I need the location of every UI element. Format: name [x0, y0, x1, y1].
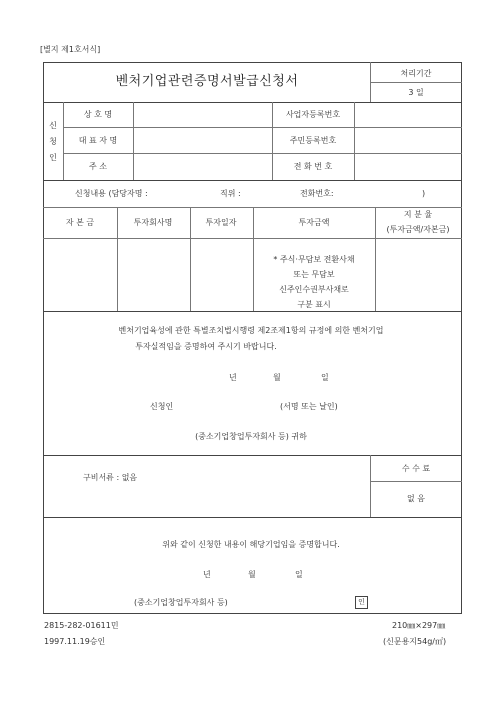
note-line-4: 구분 표시 — [297, 300, 331, 309]
applicant-sign-label: 신청인 — [150, 402, 174, 411]
business-reg-no-label: 사업자등록번호 — [285, 110, 341, 119]
footer-paper-size: 210㎜×297㎜ — [392, 621, 446, 630]
confirmation-statement: 위와 같이 신청한 내용이 해당기업임을 증명합니다. — [162, 540, 340, 549]
applicant-side-label-1: 신 — [49, 121, 57, 130]
representative-label: 대 표 자 명 — [78, 136, 118, 145]
business-reg-no-field[interactable] — [355, 103, 460, 127]
share-ratio-cell[interactable] — [376, 239, 460, 311]
capital-cell[interactable] — [44, 239, 117, 311]
applicant-sign-hint: (서명 또는 날인) — [280, 402, 338, 411]
seal-box — [355, 596, 368, 609]
address-label: 주 소 — [89, 162, 107, 171]
footer-paper-type: (신문용지54g/㎡) — [383, 637, 447, 646]
phone-label: 전 화 번 호 — [293, 162, 333, 171]
resident-reg-no-field[interactable] — [355, 128, 460, 153]
addressee: (중소기업창업투자회사 등) 귀하 — [195, 432, 307, 441]
fee-label: 수 수 료 — [401, 464, 431, 473]
date-year: 년 — [229, 373, 237, 382]
company-name-label: 상 호 명 — [83, 110, 113, 119]
date-month: 월 — [273, 373, 281, 382]
applicant-side-label-3: 인 — [49, 153, 57, 162]
note-line-2: 또는 무담보 — [293, 270, 335, 279]
seal-mark: 인 — [358, 598, 365, 606]
resident-reg-no-label: 주민등록번호 — [289, 136, 337, 145]
header-invest-date: 투자일자 — [205, 218, 237, 227]
confirm-date-month: 월 — [248, 570, 256, 579]
confirm-date-day: 일 — [295, 570, 303, 579]
form-number-label: [별지 제1호서식] — [40, 45, 101, 54]
request-position-label: 직위 : — [220, 189, 241, 198]
date-day: 일 — [321, 373, 329, 382]
form-title: 벤처기업관련증명서발급신청서 — [115, 74, 299, 89]
processing-period-label: 처리기간 — [400, 69, 432, 78]
applicant-side-label-2: 청 — [49, 137, 57, 146]
phone-field[interactable] — [355, 154, 460, 180]
fee-value: 없 음 — [407, 494, 425, 503]
header-invest-amount: 투자금액 — [298, 218, 330, 227]
issuer-label: (중소기업창업투자회사 등) — [134, 598, 228, 607]
invest-date-cell[interactable] — [191, 239, 253, 311]
request-phone-label: 전화번호: — [300, 189, 334, 198]
note-line-3: 신주인수권부사채로 — [279, 285, 349, 294]
statement-line-1: 벤처기업육성에 관한 특별조치법시행령 제2조제1항의 규정에 의한 벤처기업 — [118, 326, 384, 335]
statement-line-2: 투자실적임을 증명하여 주시기 바랍니다. — [135, 342, 277, 351]
header-investor-name: 투자회사명 — [133, 218, 173, 227]
header-share-ratio-formula: (투자금액/자본금) — [386, 225, 450, 234]
processing-period-value: 3 일 — [408, 88, 424, 97]
header-share-ratio: 지 분 율 — [403, 210, 433, 219]
representative-field[interactable] — [134, 128, 271, 153]
footer-form-code: 2815-282-01611민 — [44, 621, 119, 630]
address-field[interactable] — [134, 154, 271, 180]
confirm-date-year: 년 — [203, 570, 211, 579]
footer-approval: 1997.11.19승인 — [44, 637, 106, 646]
company-name-field[interactable] — [134, 103, 271, 127]
header-capital: 자 본 금 — [65, 218, 95, 227]
required-documents: 구비서류 : 없음 — [83, 473, 138, 482]
request-contact-label: 신청내용 (담당자명 : — [75, 189, 148, 198]
request-close-paren: ) — [422, 189, 426, 198]
investor-name-cell[interactable] — [118, 239, 190, 311]
note-line-1: * 주식·무담보 전환사채 — [273, 255, 355, 264]
